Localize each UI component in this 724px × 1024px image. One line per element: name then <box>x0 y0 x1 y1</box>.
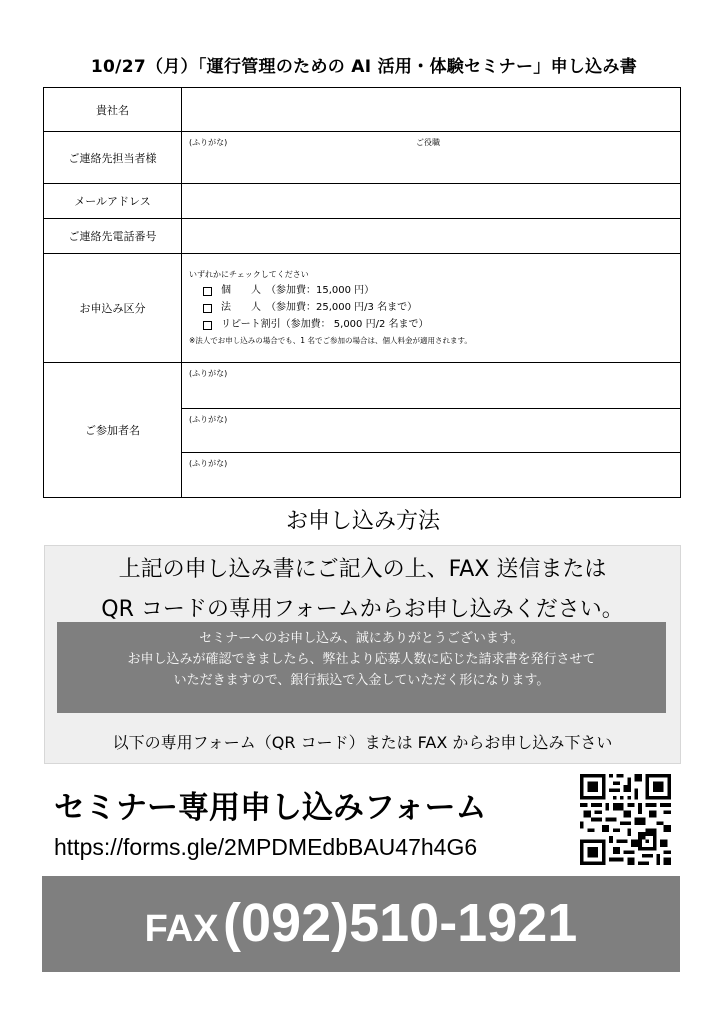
option-individual[interactable] <box>203 286 680 296</box>
option-corporate[interactable] <box>203 303 680 313</box>
phone-label: ご連絡先電話番号 <box>44 219 182 254</box>
position-hint: ご役職 <box>416 138 440 147</box>
participants-label: ご参加者名 <box>44 363 182 498</box>
category-field <box>182 254 681 363</box>
option-individual-label: 個 人 （参加費：15,000 円） <box>221 285 375 297</box>
participant-furigana-hint: (ふりがな) <box>189 369 228 378</box>
category-label: お申込み区分 <box>44 254 182 363</box>
category-footnote: ※法人でお申し込みの場合でも、1 名でご参加の場合は、個人料金が適用されます。 <box>189 336 472 346</box>
notice-line-1: セミナーへのお申し込み、誠にありがとうございます。 <box>199 631 524 646</box>
participant-slot[interactable] <box>182 453 680 497</box>
participants-row <box>44 363 681 498</box>
category-instruction: いずれかにチェックしてください <box>189 270 309 280</box>
method-panel <box>44 545 681 764</box>
email-label: メールアドレス <box>44 184 182 219</box>
application-form <box>43 87 681 498</box>
participant-slot[interactable] <box>182 363 680 409</box>
notice-line-2: お申し込みが確認できましたら、弊社より応募人数に応じた請求書を発行させて <box>127 652 596 667</box>
method-line-1: 上記の申し込み書にご記入の上、FAX 送信または <box>118 557 607 582</box>
participants-field <box>182 363 681 498</box>
email-field[interactable] <box>182 184 681 219</box>
online-form-url[interactable]: https://forms.gle/2MPDMEdbBAU47h4G6 <box>54 834 478 860</box>
company-row <box>44 88 681 132</box>
contact-field[interactable] <box>182 132 681 184</box>
page-title: 10/27（月）「運行管理のための AI 活用・体験セミナー」申し込み書 <box>90 57 638 77</box>
contact-label: ご連絡先担当者様 <box>44 132 182 184</box>
company-field[interactable] <box>182 88 681 132</box>
participant-slot[interactable] <box>182 409 680 453</box>
participant-furigana-hint: (ふりがな) <box>189 459 228 468</box>
option-corporate-label: 法 人 （参加費：25,000 円/3 名まで） <box>221 302 418 314</box>
notice-line-3: いただきますので、銀行振込で入金していただく形になります。 <box>173 673 550 688</box>
checkbox-corporate[interactable] <box>203 304 212 313</box>
contact-row <box>44 132 681 184</box>
option-repeat-label: リピート割引（参加費： 5,000 円/2 名まで） <box>221 319 429 331</box>
email-row <box>44 184 681 219</box>
method-line-2: QR コードの専用フォームからお申し込みください。 <box>101 597 624 622</box>
company-label: 貴社名 <box>44 88 182 132</box>
fax-banner <box>42 876 680 972</box>
fax-number[interactable]: (092)510-1921 <box>223 893 578 953</box>
phone-field[interactable] <box>182 219 681 254</box>
fax-label: FAX <box>144 908 219 950</box>
contact-furigana-hint: (ふりがな) <box>189 138 228 147</box>
method-footer: 以下の専用フォーム（QR コード）または FAX からお申し込み下さい <box>112 733 613 752</box>
qr-code-icon[interactable] <box>580 774 671 865</box>
phone-row <box>44 219 681 254</box>
category-row <box>44 254 681 363</box>
checkbox-repeat[interactable] <box>203 321 212 330</box>
online-form-title: セミナー専用申し込みフォーム <box>54 790 487 826</box>
method-heading: お申し込み方法 <box>285 509 440 534</box>
checkbox-individual[interactable] <box>203 287 212 296</box>
option-repeat[interactable] <box>203 320 680 330</box>
participant-furigana-hint: (ふりがな) <box>189 415 228 424</box>
notice-box <box>57 622 666 713</box>
